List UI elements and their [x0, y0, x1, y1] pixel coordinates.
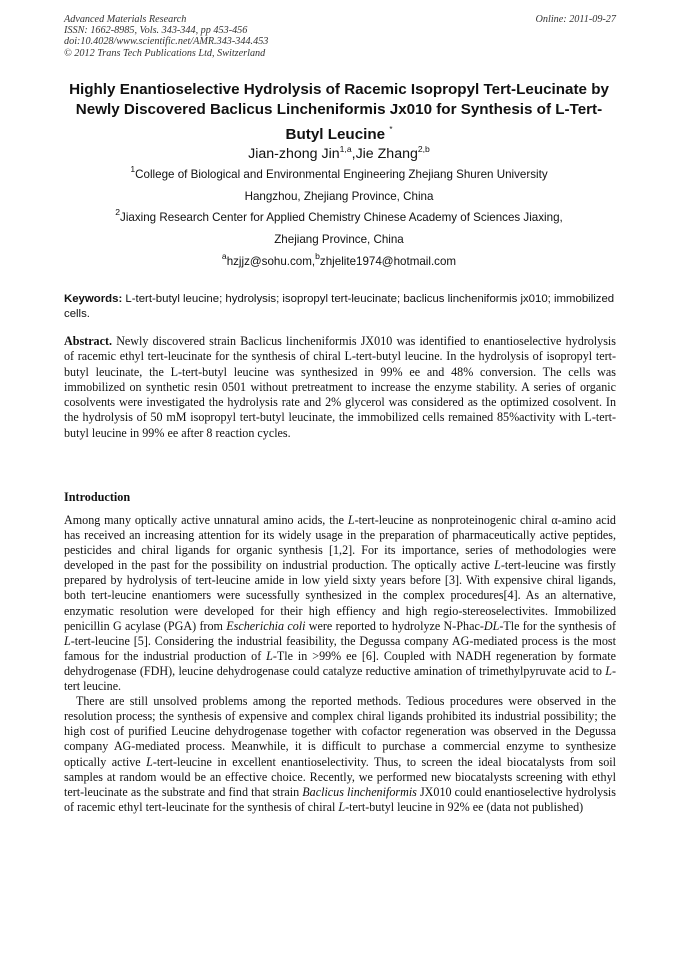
italic-run: L	[347, 513, 355, 527]
title-footnote-mark: *	[389, 124, 393, 134]
text-run: JX010 could enantioselective hydrolysis of racemic ethyl tert-leucinate for the synthesis of chiral	[64, 784, 616, 814]
author-affiliation-mark: 2,b	[417, 144, 430, 154]
italic-run: L	[494, 558, 501, 573]
italic-run: Baclicus lincheniformis	[302, 784, 417, 799]
journal-doi[interactable]: doi:10.4028/www.scientific.net/AMR.343-344.453	[64, 36, 269, 48]
text-run: -tert-butyl leucine in 92% ee (data not published)	[345, 799, 584, 814]
text-run: were reported to hydrolyze N-Phac-	[305, 618, 484, 633]
author-separator: ,	[351, 146, 356, 162]
email-mark: a	[221, 251, 227, 261]
introduction-body	[64, 513, 616, 815]
affiliation-text: College of Biological and Environmental Engineering Zhejiang Shuren University	[135, 168, 548, 181]
keywords	[64, 292, 616, 322]
affiliation-2-location	[60, 233, 618, 247]
journal-issn: ISSN: 1662-8985, Vols. 343-344, pp 453-456	[64, 25, 248, 37]
paragraph	[64, 513, 616, 694]
text-run: -tert-leucine was firstly prepared by hydrolysis of tert-leucine amide in low yield sixty years before [3]. With expensive chiral ligands, both tert-leucine enantiomers were sucessfully synthesized in the complex procedures[4]. As an alternative, enzymatic resolution were developed for their high effiency and high regio-stereoselectivites. Immobilized penicillin G acylase (PGA) from	[64, 558, 616, 633]
text-run: Among many optically active unnatural amino acids, the	[64, 513, 348, 527]
journal-copyright: © 2012 Trans Tech Publications Ltd, Switzerland	[64, 47, 266, 59]
abstract	[64, 334, 616, 441]
author-name: Jie Zhang	[355, 146, 418, 162]
paper-title-text: Highly Enantioselective Hydrolysis of Racemic Isopropyl Tert-Leucinate by Newly Discovered Baclicus Lincheniformis Jx010 for Synthesis of L-Tert-Butyl Leucine	[69, 81, 609, 143]
affiliation-number: 2	[115, 207, 121, 217]
email-mark: b	[315, 251, 320, 261]
author-name: Jian-zhong Jin	[248, 146, 340, 162]
text-run: -tert-leucine in excellent enantioselectivity. Thus, to screen the ideal biocatalysts from soil samples at random would be an effective choice. Recently, we performed new biocatalysts screening with ethyl tert-leucinate as the substrate and find that strain	[64, 754, 616, 799]
text-run: -tert-leucine [5]. Considering the industrial feasibility, the Degussa company AG-mediated process is the most famous for the industrial production of	[64, 633, 616, 663]
keywords-label: Keywords:	[64, 293, 123, 305]
italic-run: DL	[483, 618, 500, 633]
author-affiliation-mark: 1,a	[339, 144, 352, 154]
affiliation-number: 1	[130, 164, 136, 174]
keywords-text: L-tert-butyl leucine; hydrolysis; isopropyl tert-leucinate; baclicus lincheniformis jx010; immobilized cells.	[64, 293, 615, 320]
affiliation-text: Jiaxing Research Center for Applied Chemistry Chinese Academy of Sciences Jiaxing,	[120, 211, 563, 224]
affiliation-1	[60, 164, 618, 182]
online-date: Online: 2011-09-27	[535, 14, 616, 25]
author-list	[60, 144, 618, 164]
italic-run: L	[64, 633, 71, 648]
italic-run: L	[605, 663, 612, 678]
abstract-text: Newly discovered strain Baclicus lincheniformis JX010 was identified to enantioselective hydrolysis of racemic ethyl tert-leucinate for the synthesis of chiral L-tert-butyl leucine. In the hydrolysis of isopropyl tert-butyl leucinate, the L-tert-butyl leucine was synthesized in 99% ee and 48% conversion. The cells was immobilized on synthetic resin 0501 without pretreatment to increase the enzyme stability. A series of organic cosolvents were investigated the hydrolysis rate and 2% glycerol was considered as the optimized cosolvent. In the hydrolysis of 50 mM isopropyl tert-butyl leucinate, the immobilized cells remained 85%activity with L-tert-butyl leucine in 99% ee after 8 reaction cycles.	[64, 334, 616, 440]
italic-run: L	[266, 648, 273, 663]
paper-title	[60, 80, 618, 144]
email-link[interactable]: zhjelite1974@hotmail.com	[319, 255, 457, 268]
text-run: -tert leucine.	[64, 663, 616, 694]
journal-name: Advanced Materials Research	[64, 14, 187, 25]
journal-header	[64, 14, 616, 59]
italic-run: L	[146, 754, 153, 769]
paragraph	[64, 694, 616, 815]
section-heading-introduction: Introduction	[64, 490, 131, 504]
italic-run: Escherichia coli	[226, 618, 306, 633]
affiliation-2	[60, 207, 618, 225]
author-emails	[60, 251, 618, 269]
email-link[interactable]: hzjjz@sohu.com,	[226, 255, 316, 268]
affiliation-text: Hangzhou, Zhejiang Province, China	[244, 190, 434, 203]
italic-run: L	[338, 799, 346, 814]
affiliation-text: Zhejiang Province, China	[274, 233, 404, 246]
text-run: -Tle in >99% ee [6]. Coupled with NADH regeneration by formate dehydrogenase (FDH), leucine dehydrogenase could catalyze reductive amination of trimethylpyruvate acid to	[64, 648, 616, 678]
abstract-label: Abstract.	[64, 334, 113, 348]
text-run: -tert-leucine as nonproteinogenic chiral α-amino acid has received an increasing attention for its widely usage in the preparation of pharmaceutically active peptides, pesticides and chiral ligands for organic synthesis [1,2]. For its importance, series of methodologies were developed in the past for the possibility on industrial production. The optically active	[64, 513, 616, 573]
text-run: There are still unsolved problems among the reported methods. Tedious procedures were observed in the resolution process; the synthesis of expensive and complex chiral ligands prohibited its industrial possibility; the high cost of purified Leucine dehydrogenase together with cofactor regeneration was observed in the Degussa company AG-mediated process. Meanwhile, it is difficult to purchase a commercial enzyme to synthesize optically active	[64, 694, 616, 769]
affiliation-1-location	[60, 190, 618, 204]
text-run: -Tle for the synthesis of	[499, 618, 616, 633]
